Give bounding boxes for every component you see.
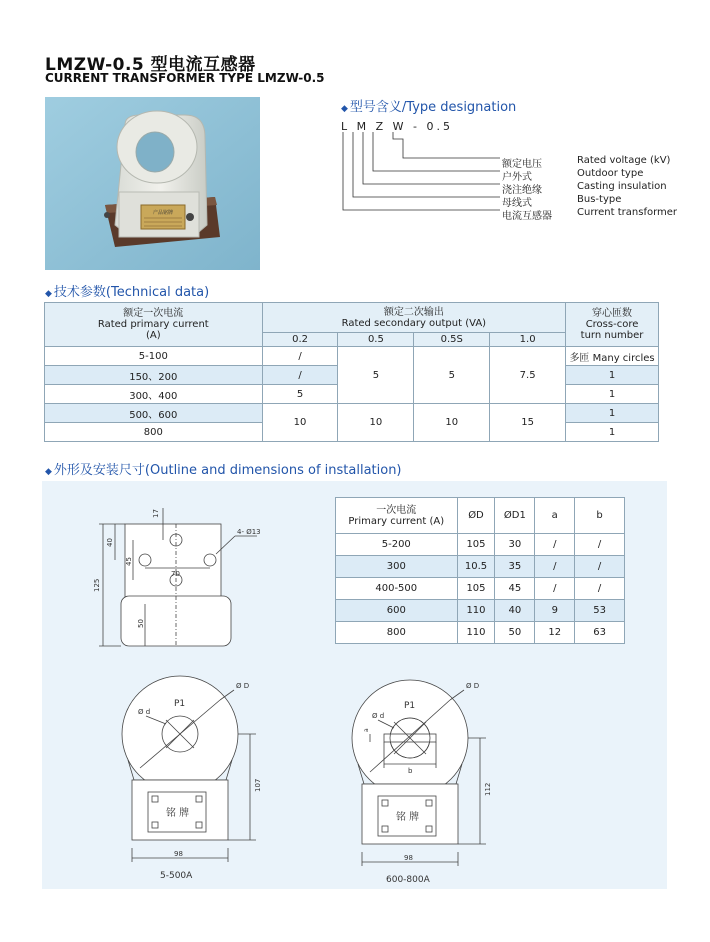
cell: /: [575, 556, 625, 578]
cell: /: [535, 578, 575, 600]
label-inner-diameter: Ø d: [372, 712, 385, 720]
label-b: b: [408, 767, 413, 775]
cell-current: 150、200: [45, 366, 263, 385]
cell: 800: [336, 622, 458, 644]
cell-current: 800: [45, 423, 263, 442]
label-outer-diameter: Ø D: [236, 682, 250, 690]
label-inner-diameter: Ø d: [138, 708, 151, 716]
cell: 400-500: [336, 578, 458, 600]
header-cross-core: 穿心匝数 Cross-core turn number: [566, 303, 659, 347]
nameplate-label: 铭 牌: [166, 808, 190, 819]
cell-turns: 1: [566, 404, 659, 423]
designation-en-2: Outdoor type: [577, 168, 644, 179]
technical-heading: ◆ 技术参数(Technical data): [45, 285, 210, 300]
cell: 105: [457, 534, 495, 556]
designation-code: L M Z W - 0.5: [341, 120, 453, 133]
front-view-600-800a: [330, 672, 510, 886]
caption-600-800a: 600-800A: [386, 875, 430, 885]
table-row: [336, 600, 625, 622]
side-view-drawing: [85, 500, 275, 660]
designation-heading: ◆ 型号含义/Type designation: [341, 100, 517, 115]
subheader-0-5: 0.5: [338, 333, 414, 347]
table-row: [336, 556, 625, 578]
cell-value: 5: [338, 347, 414, 404]
transformer-illustration: [45, 97, 260, 270]
cell-value: 10: [338, 404, 414, 442]
table-row: [336, 578, 625, 600]
diamond-bullet-icon: ◆: [341, 104, 348, 114]
nameplate-label: 产品铭牌: [152, 210, 174, 216]
diamond-bullet-icon: ◆: [45, 467, 52, 477]
nameplate-label: 铭 牌: [396, 812, 420, 823]
dim-holes: 4- Ø13: [237, 528, 261, 536]
cell: 105: [457, 578, 495, 600]
cell: 53: [575, 600, 625, 622]
designation-cn-3: 浇注绝缘: [502, 185, 542, 196]
cell: 600: [336, 600, 458, 622]
designation-cn-2: 户外式: [502, 172, 532, 183]
subheader-0-2: 0.2: [262, 333, 338, 347]
cell: 12: [535, 622, 575, 644]
diamond-bullet-icon: ◆: [45, 289, 52, 299]
designation-en-1: Rated voltage (kV): [577, 155, 671, 166]
cell-value: /: [262, 366, 338, 385]
header-primary-current: 一次电流 Primary current (A): [336, 498, 458, 534]
installation-heading: ◆ 外形及安装尺寸(Outline and dimensions of installation): [45, 463, 402, 478]
cell-value: /: [262, 347, 338, 366]
cell: 45: [495, 578, 535, 600]
table-row: [45, 404, 659, 423]
technical-data-table: [44, 302, 659, 442]
cell-turns: 1: [566, 385, 659, 404]
page-title-en: CURRENT TRANSFORMER TYPE LMZW-0.5: [45, 71, 325, 85]
designation-en-4: Bus-type: [577, 194, 622, 205]
designation-cn-4: 母线式: [502, 198, 532, 209]
designation-en-5: Current transformer: [577, 207, 678, 218]
designation-leader-lines: [335, 130, 505, 220]
cell-current: 300、400: [45, 385, 263, 404]
cell: /: [575, 534, 625, 556]
cell: 9: [535, 600, 575, 622]
label-p1: P1: [174, 699, 186, 709]
cell: 40: [495, 600, 535, 622]
designation-en-3: Casting insulation: [577, 181, 667, 192]
cell: 110: [457, 622, 495, 644]
dimensions-table: [335, 497, 625, 644]
table-row: [336, 534, 625, 556]
dim-17: 17: [152, 509, 160, 518]
designation-cn-5: 电流互感器: [502, 211, 552, 222]
front-view-5-500a: [100, 672, 280, 882]
cell-value: 7.5: [490, 347, 566, 404]
header-D: ØD: [457, 498, 495, 534]
cell: 300: [336, 556, 458, 578]
header-b: b: [575, 498, 625, 534]
cell: /: [575, 578, 625, 600]
label-outer-diameter: Ø D: [466, 682, 480, 690]
table-row: [336, 622, 625, 644]
header-primary-current: 额定一次电流 Rated primary current (A): [45, 303, 263, 347]
header-a: a: [535, 498, 575, 534]
table-row: [45, 347, 659, 366]
cell-current: 5-100: [45, 347, 263, 366]
cell: 63: [575, 622, 625, 644]
subheader-1-0: 1.0: [490, 333, 566, 347]
cell-turns: 1: [566, 423, 659, 442]
product-photo: [45, 97, 260, 270]
cell: /: [535, 556, 575, 578]
header-D1: ØD1: [495, 498, 535, 534]
cell: /: [535, 534, 575, 556]
dim-40: 40: [106, 538, 114, 547]
designation-cn-1: 额定电压: [502, 159, 542, 170]
dim-98: 98: [404, 854, 413, 862]
cell: 10.5: [457, 556, 495, 578]
cell-value: 5: [414, 347, 490, 404]
header-secondary-output: 额定二次输出 Rated secondary output (VA): [262, 303, 565, 333]
dim-112: 112: [484, 782, 492, 796]
cell-value: 10: [414, 404, 490, 442]
cell: 30: [495, 534, 535, 556]
label-a: a: [363, 728, 370, 732]
cell: 50: [495, 622, 535, 644]
dim-45: 45: [125, 557, 133, 566]
subheader-0-5s: 0.5S: [414, 333, 490, 347]
dim-50: 50: [137, 619, 145, 628]
cell-turns: 1: [566, 366, 659, 385]
cell: 5-200: [336, 534, 458, 556]
caption-5-500a: 5-500A: [160, 871, 193, 881]
dim-98: 98: [174, 850, 183, 858]
dim-70: 70: [171, 570, 180, 578]
cell-value: 10: [262, 404, 338, 442]
page-title-cn: LMZW-0.5 型电流互感器: [45, 55, 256, 75]
dim-125: 125: [93, 578, 101, 592]
dim-107: 107: [254, 778, 262, 792]
cell-turns: 多匝 Many circles: [566, 347, 659, 366]
cell: 35: [495, 556, 535, 578]
cell-value: 15: [490, 404, 566, 442]
cell: 110: [457, 600, 495, 622]
cell-current: 500、600: [45, 404, 263, 423]
label-p1: P1: [404, 701, 416, 711]
cell-value: 5: [262, 385, 338, 404]
